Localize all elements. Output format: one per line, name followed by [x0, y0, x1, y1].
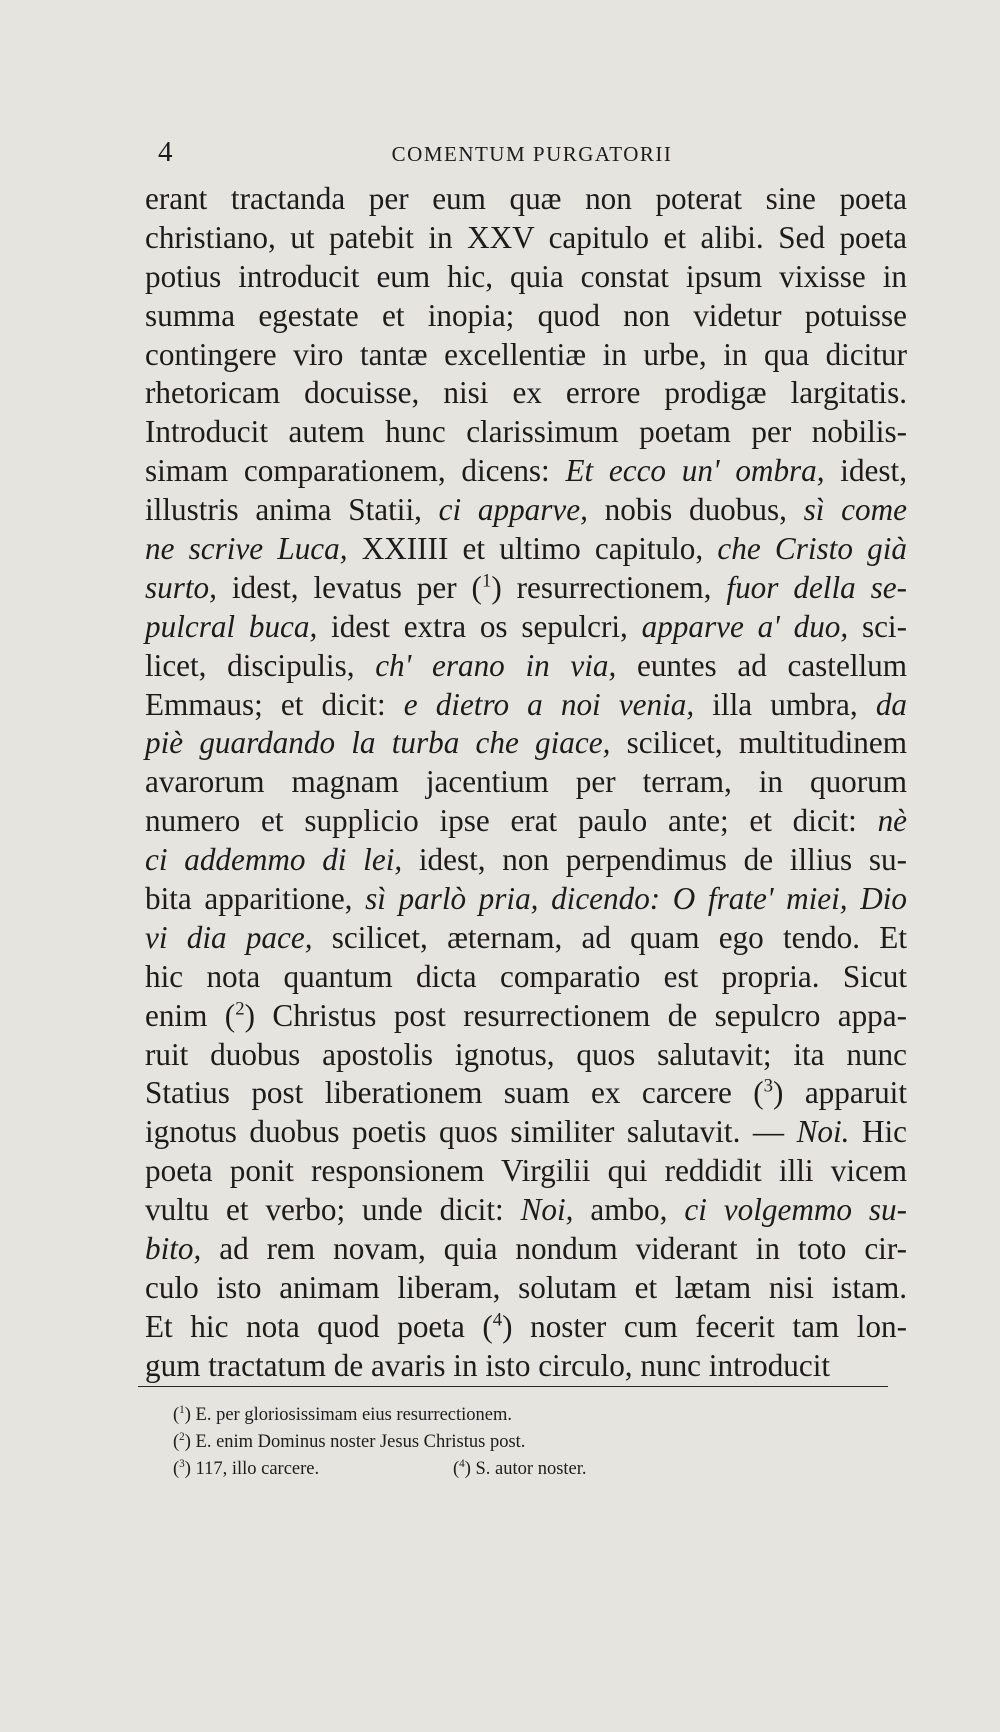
footnote-4: ($^4$) S. autor noster.: [453, 1457, 587, 1479]
text-segment: gum tractatum de avaris in isto circulo, nunc introducit: [145, 1347, 831, 1383]
text-segment: ignotus duobus poetis quos similiter salutavit. —: [145, 1114, 797, 1150]
text-line: [145, 647, 907, 686]
text-segment: e dietro a noi venia,: [403, 686, 695, 722]
text-segment: ci addemmo di lei,: [145, 842, 403, 878]
text-line: [145, 491, 907, 530]
text-segment: erant tractanda per eum quæ non poterat sine poeta: [145, 181, 907, 216]
footnote-divider: [138, 1386, 888, 1387]
text-segment: nè: [877, 803, 907, 839]
text-line: [145, 258, 907, 297]
text-segment: avarorum magnam jacentium per terram, in quorum: [145, 764, 907, 800]
text-line: [145, 997, 907, 1036]
footnote-ref: 4: [492, 1309, 503, 1331]
footnote-ref: 1: [481, 570, 492, 592]
text-line: [145, 530, 907, 569]
text-segment: idest, non perpendimus de illius su-: [402, 842, 907, 878]
text-segment: ci volgemmo su-: [684, 1192, 908, 1228]
body-text: [145, 180, 907, 1386]
text-segment: ruit duobus apostolis ignotus, quos salutavit; ita nunc: [145, 1036, 907, 1072]
text-line: [145, 724, 907, 763]
footnote-3-4: [173, 1456, 873, 1483]
footnotes: [173, 1402, 873, 1483]
text-segment: euntes ad castellum: [616, 647, 907, 683]
text-segment: idest,: [824, 453, 907, 489]
text-segment: ) Christus post resurrectionem de sepulcro appa-: [244, 997, 907, 1033]
text-segment: summa egestate et inopia; quod non videtur potuisse: [145, 297, 907, 333]
footnote-3: ($^3$) 117, illo carcere.: [173, 1457, 320, 1479]
text-segment: che Cristo già: [717, 531, 907, 567]
text-segment: vi dia pace,: [145, 919, 313, 955]
text-line: [145, 1074, 907, 1113]
text-line: [145, 958, 907, 997]
text-segment: ) apparuit: [773, 1075, 907, 1111]
text-segment: bito,: [145, 1231, 202, 1267]
text-segment: Et ecco un' ombra,: [565, 453, 825, 489]
text-line: [145, 880, 907, 919]
page-number: 4: [158, 136, 173, 168]
running-title: COMENTUM PURGATORII: [391, 142, 673, 166]
text-segment: scilicet, multitudinem: [610, 725, 907, 761]
text-segment: ci apparve,: [438, 492, 588, 528]
text-line: [145, 1152, 907, 1191]
text-segment: contingere viro tantæ excellentiæ in urbe, in qua dicitur: [145, 336, 907, 372]
text-line: [145, 686, 907, 725]
text-line: [145, 608, 907, 647]
text-segment: bita apparitione,: [145, 881, 366, 917]
text-segment: fuor della se-: [726, 569, 908, 605]
text-line: [145, 841, 907, 880]
text-segment: scilicet, æternam, ad quam ego tendo. Et: [312, 919, 907, 955]
text-segment: sì parlò pria, dicendo: O frate' miei, Dio: [365, 881, 907, 917]
text-segment: ) noster cum fecerit tam lon-: [502, 1308, 908, 1344]
page-header: [158, 136, 906, 176]
text-segment: hic nota quantum dicta comparatio est propria. Sicut: [145, 958, 907, 994]
text-line: [145, 413, 907, 452]
text-line: [145, 336, 907, 375]
text-line: [145, 569, 907, 608]
text-segment: enim (: [145, 997, 236, 1033]
text-line: [145, 374, 907, 413]
text-segment: Noi,: [520, 1192, 574, 1228]
text-segment: christiano, ut patebit in XXV capitulo et alibi. Sed poeta: [145, 219, 907, 255]
text-line: [145, 1230, 907, 1269]
text-segment: ambo,: [573, 1192, 685, 1228]
text-line: [145, 219, 907, 258]
text-segment: da: [875, 686, 907, 722]
text-segment: Et hic nota quod poeta (: [145, 1308, 493, 1344]
text-segment: Introducit autem hunc clarissimum poetam per nobilis-: [145, 414, 907, 450]
text-segment: piè guardando la turba che giace,: [145, 725, 611, 761]
text-line: [145, 1113, 907, 1152]
text-segment: sì come: [803, 492, 907, 528]
text-line: [145, 1269, 907, 1308]
text-segment: Noi.: [796, 1114, 850, 1150]
text-segment: simam comparationem, dicens:: [145, 453, 566, 489]
text-segment: sci-: [848, 608, 907, 644]
text-segment: Emmaus; et dicit:: [145, 686, 404, 722]
text-segment: Statius post liberationem suam ex carcere (: [145, 1075, 764, 1111]
text-segment: numero et supplicio ipse erat paulo ante; et dicit:: [145, 803, 878, 839]
text-segment: ch' erano in via,: [375, 647, 617, 683]
text-segment: poeta ponit responsionem Virgilii qui reddidit illi vicem: [145, 1153, 907, 1189]
text-segment: ad rem novam, quia nondum viderant in toto cir-: [201, 1231, 907, 1267]
text-segment: pulcral buca,: [145, 608, 318, 644]
text-segment: Hic: [849, 1114, 908, 1150]
text-segment: vultu et verbo; unde dicit:: [145, 1192, 521, 1228]
footnote-1: ($^1$) E. per gloriosissimam eius resurrectionem.: [173, 1403, 512, 1425]
text-line: [145, 802, 907, 841]
text-segment: illa umbra,: [694, 686, 876, 722]
text-line: [145, 180, 907, 219]
text-line: [145, 1191, 907, 1230]
text-segment: ne scrive Luca,: [145, 531, 348, 567]
text-line: [145, 1347, 907, 1386]
text-segment: licet, discipulis,: [145, 647, 376, 683]
footnote-ref: 3: [763, 1076, 774, 1098]
text-line: [145, 1308, 907, 1347]
text-segment: idest, levatus per (: [216, 569, 482, 605]
text-segment: rhetoricam docuisse, nisi ex errore prodigæ largitatis.: [145, 375, 907, 411]
text-segment: illustris anima Statii,: [145, 492, 439, 528]
text-line: [145, 919, 907, 958]
text-line: [145, 452, 907, 491]
text-segment: XXIIII et ultimo capitulo,: [347, 531, 718, 567]
text-segment: apparve a' duo,: [641, 608, 849, 644]
text-segment: nobis duobus,: [587, 492, 804, 528]
text-line: [145, 297, 907, 336]
text-segment: surto,: [145, 569, 217, 605]
footnote-ref: 2: [235, 998, 245, 1020]
text-segment: idest extra os sepulcri,: [317, 608, 642, 644]
footnote-2: ($^2$) E. enim Dominus noster Jesus Christus post.: [173, 1430, 526, 1452]
text-segment: potius introducit eum hic, quia constat ipsum vixisse in: [145, 258, 907, 294]
text-segment: culo isto animam liberam, solutam et lætam nisi istam.: [145, 1269, 907, 1305]
text-line: [145, 1036, 907, 1075]
text-line: [145, 763, 907, 802]
text-segment: ) resurrectionem,: [491, 569, 727, 605]
